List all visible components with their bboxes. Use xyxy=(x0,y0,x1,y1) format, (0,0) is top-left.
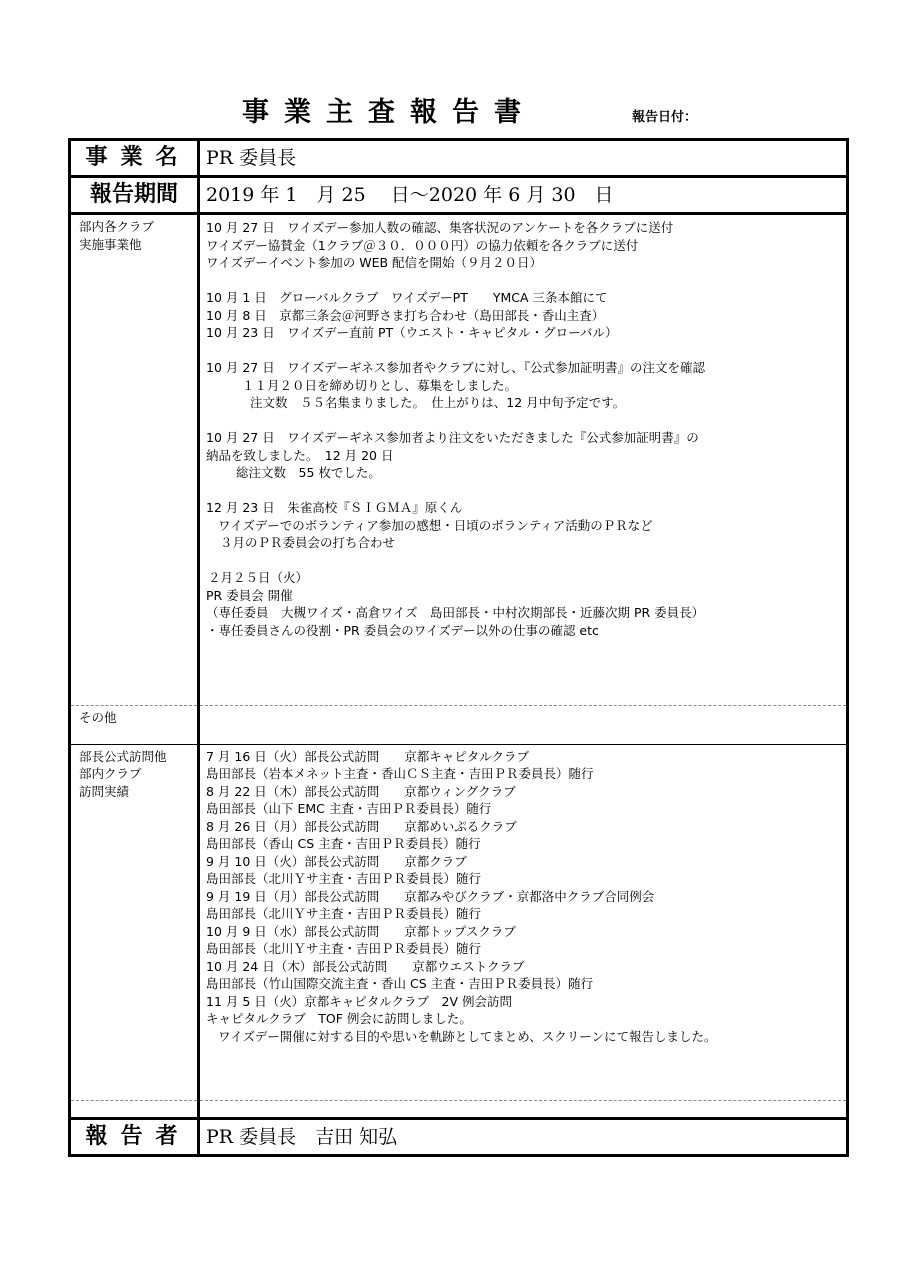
report-table xyxy=(68,138,849,1157)
activity-line: PR 委員会 開催 xyxy=(206,587,293,603)
visits-label-line: 訪問実績 xyxy=(79,783,130,799)
activity-line: １１月２０日を締め切りとし、募集をしました。 xyxy=(242,377,518,393)
activity-line: ワイズデーでのボランティア参加の感想・日頃のボランティア活動のＰＲなど xyxy=(218,517,653,533)
activity-spacer xyxy=(206,342,842,360)
activity-line: 注文数 ５５名集まりました。 仕上がりは、12 月中旬予定です。 xyxy=(250,395,626,410)
period-label: 報告期間 xyxy=(70,177,199,214)
activities-label-cell xyxy=(70,214,199,706)
visit-line: 島田部長（山下 EMC 主査・吉田ＰＲ委員長）随行 xyxy=(206,801,492,816)
visit-line: 10 月 24 日（木）部長公式訪問 京都ウエストクラブ xyxy=(206,958,525,974)
activities-row xyxy=(70,214,848,706)
activities-label-line: 部内各クラブ xyxy=(79,219,155,234)
visit-line: キャピタルクラブ TOF 例会に訪問しました。 xyxy=(206,1011,472,1026)
activity-line: 10 月 23 日 ワイズデー直前 PT（ウエスト・キャピタル・グローバル） xyxy=(206,325,618,340)
visit-line: ワイズデー開催に対する目的や思いを軌跡としてまとめ、スクリーンにて報告しました。 xyxy=(218,1028,717,1044)
visits-spacer-label xyxy=(70,1100,199,1118)
activity-line: 総注文数 55 枚でした。 xyxy=(236,465,381,480)
visits-label-cell xyxy=(70,744,199,1100)
project-name-value: PR 委員長 xyxy=(199,140,848,177)
period-value: 2019 年 1 月 25 日～2020 年 6 月 30 日 xyxy=(199,177,848,214)
visit-line: 8 月 26 日（月）部長公式訪問 京都めいぷるクラブ xyxy=(206,818,517,834)
activity-spacer xyxy=(206,412,842,430)
visit-line: 9 月 10 日（火）部長公式訪問 京都クラブ xyxy=(206,853,467,869)
visit-line: 島田部長（北川Ｙサ主査・吉田ＰＲ委員長）随行 xyxy=(206,906,482,921)
period-row xyxy=(70,177,848,214)
activity-line: 10 月 27 日 ワイズデーギネス参加者より注文をいただきました『公式参加証明書』の xyxy=(206,430,699,445)
activity-line: 12 月 23 日 朱雀高校『ＳＩＧＭＡ』原くん xyxy=(206,500,463,515)
activity-spacer xyxy=(206,482,842,500)
visit-line: 10 月 9 日（水）部長公式訪問 京都トップスクラブ xyxy=(206,923,516,939)
activity-line: ３月のＰＲ委員会の打ち合わせ xyxy=(220,535,396,550)
report-title: 事業主査報告書 xyxy=(242,97,536,128)
visit-line: 8 月 22 日（木）部長公式訪問 京都ウィングクラブ xyxy=(206,783,516,799)
visits-content xyxy=(199,744,848,1100)
visit-line: 11 月 5 日（火）京都キャピタルクラブ 2V 例会訪問 xyxy=(206,993,513,1009)
activity-line: ２月２５日（火） xyxy=(208,570,309,585)
visits-spacer-row xyxy=(70,1100,848,1118)
report-date-label: 報告日付： xyxy=(632,110,698,125)
reporter-label: 報告者 xyxy=(70,1118,199,1155)
other-value xyxy=(199,706,848,736)
project-name-row xyxy=(70,140,848,177)
visits-spacer-value xyxy=(199,1100,848,1118)
activity-line: 10 月 1 日 グローバルクラブ ワイズデーPT YMCA 三条本館にて xyxy=(206,290,608,305)
visit-line: 9 月 19 日（月）部長公式訪問 京都みやびクラブ・京都洛中クラブ合同例会 xyxy=(206,888,655,904)
reporter-row xyxy=(70,1118,848,1155)
activities-label-line: 実施事業他 xyxy=(79,236,142,252)
activity-line: 10 月 27 日 ワイズデー参加人数の確認、集客状況のアンケートを各クラブに送付 xyxy=(206,220,674,235)
activity-line: （専任委員 大槻ワイズ・高倉ワイズ 島田部長・中村次期部長・近藤次期 PR 委員長） xyxy=(206,605,705,620)
visits-row xyxy=(70,744,848,1100)
visit-line: 島田部長（香山 CS 主査・吉田ＰＲ委員長）随行 xyxy=(206,836,481,851)
activity-line: ワイズデー協賛金（1クラブ＠３０．０００円）の協力依頼を各クラブに送付 xyxy=(206,237,639,253)
activity-line: 納品を致しました。 12 月 20 日 xyxy=(206,447,394,463)
activity-line: 10 月 27 日 ワイズデーギネス参加者やクラブに対し、『公式参加証明書』の注文を確認 xyxy=(206,360,705,375)
activity-line: ・専任委員さんの役割・PR 委員会のワイズデー以外の仕事の確認 etc xyxy=(206,622,599,638)
visit-line: 島田部長（北川Ｙサ主査・吉田ＰＲ委員長）随行 xyxy=(206,871,482,886)
other-row xyxy=(70,706,848,736)
other-spacer-row xyxy=(70,736,848,745)
visit-line: 島田部長（岩本メネット主査・香山ＣＳ主査・吉田ＰＲ委員長）随行 xyxy=(206,766,594,781)
reporter-value: PR 委員長 吉田 知弘 xyxy=(199,1118,848,1155)
visit-line: 島田部長（竹山国際交流主査・香山 CS 主査・吉田ＰＲ委員長）随行 xyxy=(206,976,594,991)
project-name-label: 事業名 xyxy=(70,140,199,177)
other-label-cell xyxy=(70,706,199,736)
other-spacer-value xyxy=(199,736,848,745)
activity-line: 10 月 8 日 京都三条会＠河野さま打ち合わせ（島田部長・香山主査） xyxy=(206,307,605,323)
visit-line: 7 月 16 日（火）部長公式訪問 京都キャピタルクラブ xyxy=(206,748,530,764)
visits-label-line: 部長公式訪問他 xyxy=(79,748,167,764)
visit-line: 島田部長（北川Ｙサ主査・吉田ＰＲ委員長）随行 xyxy=(206,941,482,956)
activity-spacer xyxy=(206,272,842,290)
other-label: その他 xyxy=(79,710,117,725)
other-spacer-label xyxy=(70,736,199,745)
visits-label-line: 部内クラブ xyxy=(79,766,142,781)
activity-line: ワイズデーイベント参加の WEB 配信を開始（９月２０日） xyxy=(206,255,543,270)
activities-content xyxy=(199,214,848,706)
activity-spacer xyxy=(206,552,842,570)
